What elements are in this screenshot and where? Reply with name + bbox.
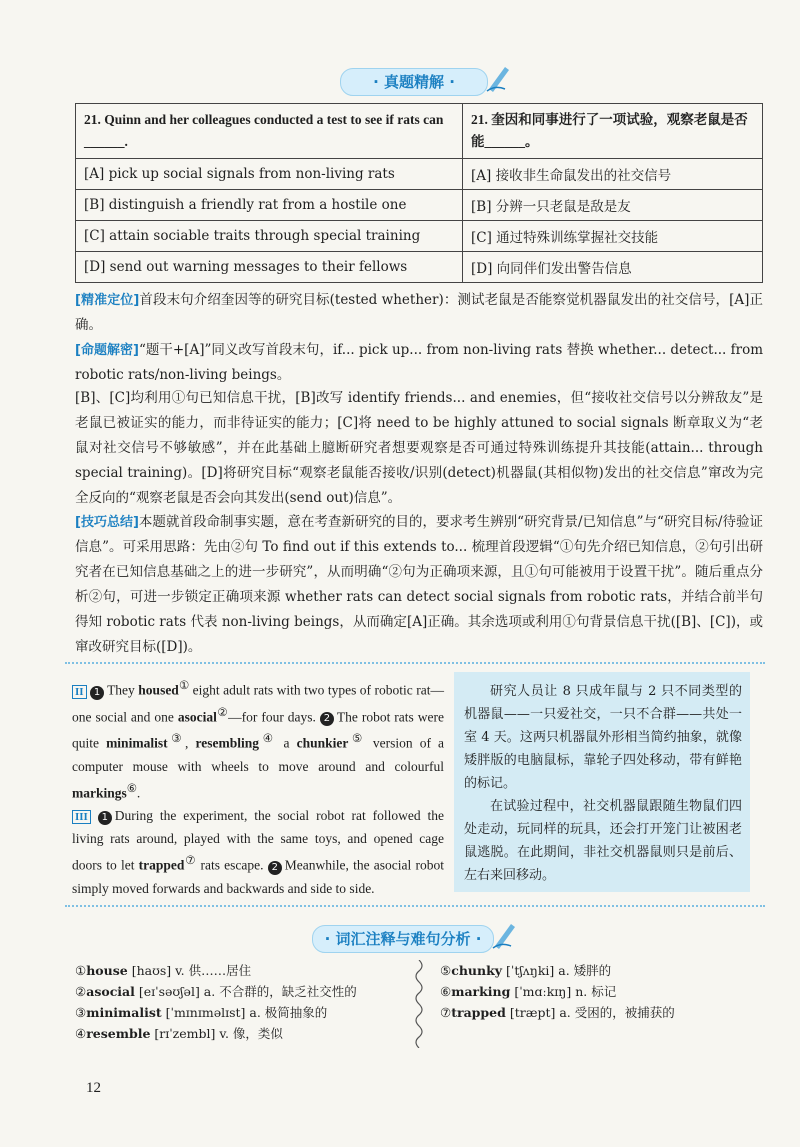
tag-skills: [技巧总结] [75, 515, 139, 530]
question-stem-zh: 21. 奎因和同事进行了一项试验，观察老鼠是否能______。 [463, 104, 763, 159]
section-banner-exam: · 真题精解 · [340, 68, 488, 96]
page-number: 12 [86, 1080, 101, 1096]
vocab-item: ①house [haʊs] v. 供……居住 [75, 963, 252, 978]
vocab-list-left [75, 960, 357, 1044]
vocab-list-right [440, 960, 675, 1023]
option-b-en: [B] distinguish a friendly rat from a hostile one [76, 190, 463, 221]
vocab-item: ⑦trapped [træpt] a. 受困的，被捕获的 [440, 1005, 675, 1020]
translation-box [454, 672, 750, 892]
vocab-item: ④resemble [rɪˈzembl] v. 像，类似 [75, 1026, 283, 1041]
option-b-zh: [B] 分辨一只老鼠是敌是友 [463, 190, 763, 221]
option-d-zh: [D] 向同伴们发出警告信息 [463, 252, 763, 283]
option-a-en: [A] pick up social signals from non-living rats [76, 159, 463, 190]
divider [65, 905, 765, 907]
translation-p2: 在试验过程中，社交机器鼠跟随生物鼠们四处走动，玩同样的玩具，还会打开笼门让被困老鼠逃脱。在此期间，非社交机器鼠则只是前后、左右来回移动。 [464, 799, 742, 883]
option-a-zh: [A] 接收非生命鼠发出的社交信号 [463, 159, 763, 190]
pen-icon [485, 63, 513, 93]
divider [65, 662, 765, 664]
vocab-item: ③minimalist [ˈmɪnɪməlɪst] a. 极简抽象的 [75, 1005, 328, 1020]
paragraph-3: III 1 During the experiment, the social robot rat followed the living rats around, played with the same toys, and opened cage doors to let trapped⑦ rats escape. 2 Meanwhile, the asocial robot simply moved forwards and backwards and side to side. [72, 808, 445, 896]
analysis-distractors: [B]、[C]均利用①句已知信息干扰，[B]改写 identify friends... and enemies，但“接收社交信号以分辨敌友”是老鼠已被证实的能力，而非待证实的能力；[C]将 need to be highly attuned to social signals 断章取义为“老鼠对社交信号不够敏感”，并在此基础上臆断研究者想要观察是否可通过特殊训练提升其技能(attain... through special training)。[D]将研究目标“观察老鼠能否接收/识别(detect)机器鼠(其相似物)发出的社交信息”窜改为完全反向的“观察老鼠是否会向其发出(send out)信息”。 [75, 390, 763, 506]
analysis-skills: [技巧总结]本题就首段命制事实题，意在考查新研究的目的，要求考生辨别“研究背景/已知信息”与“研究目标/待验证信息”。可采用思路：先由②句 To find out if this extends to... 梳理首段逻辑“①句先介绍已知信息，②句引出研究者在已知信息基础之上的进一步研究”，从而明确“②句为正确项来源，且①句可能被用于设置干扰”。随后重点分析②句，可进一步锁定正确项来源 whether rats can detect social signals from robotic rats，并结合前半句得知 robotic rats 代表 non-living beings，从而确定[A]正确。其余选项或利用①句背景信息干扰([B]、[C])，或窜改研究目标([D])。 [75, 514, 763, 655]
analysis-decode: [命题解密]“题干+[A]”同义改写首段末句，if... pick up... from non-living rats 替换 whether... detect... from robotic rats/non-living beings。 [75, 342, 763, 383]
pen-icon [491, 920, 519, 950]
option-c-zh: [C] 通过特殊训练掌握社交技能 [463, 221, 763, 252]
swirl-divider-icon [412, 960, 426, 1048]
section-banner-vocab: · 词汇注释与难句分析 · [312, 925, 494, 953]
tag-decode: [命题解密] [75, 343, 139, 358]
tag-locate: [精准定位] [75, 293, 140, 308]
translation-p1: 研究人员让 8 只成年鼠与 2 只不同类型的机器鼠——一只爱社交，一只不合群——共处一室 4 天。这两只机器鼠外形相当简约抽象，就像矮胖版的电脑鼠标，靠轮子四处移动，带有鲜艳的标记。 [464, 684, 742, 791]
option-c-en: [C] attain sociable traits through special training [76, 221, 463, 252]
analysis-locate: [精准定位]首段末句介绍奎因等的研究目标(tested whether)：测试老鼠是否能察觉机器鼠发出的社交信号，[A]正确。 [75, 292, 764, 333]
option-d-en: [D] send out warning messages to their fellows [76, 252, 463, 283]
passage-english [72, 675, 444, 900]
vocab-item: ②asocial [eɪˈsəʊʃəl] a. 不合群的，缺乏社交性的 [75, 984, 357, 999]
vocab-item: ⑥marking [ˈmɑːkɪŋ] n. 标记 [440, 984, 617, 999]
question-table [75, 103, 763, 283]
vocab-item: ⑤chunky [ˈtʃʌŋki] a. 矮胖的 [440, 963, 612, 978]
paragraph-2: II 1 They housed① eight adult rats with two types of robotic rat—one social and one asocial②—for four days. 2 The robot rats were quite minimalist③, resembling④ a chunkier⑤ version of a computer mouse with wheels to move around and colourful markings⑥. [72, 680, 445, 800]
question-stem-en: 21. Quinn and her colleagues conducted a test to see if rats can ______. [76, 104, 463, 159]
